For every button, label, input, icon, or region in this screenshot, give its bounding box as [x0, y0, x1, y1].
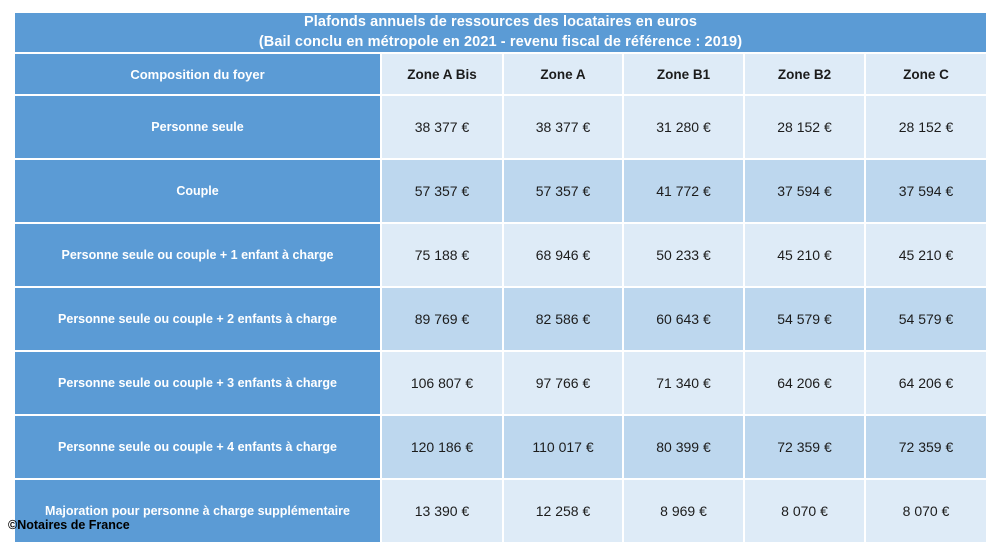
table-cell: 110 017 €	[503, 415, 623, 479]
header-zone-c: Zone C	[865, 53, 987, 95]
row-label: Personne seule ou couple + 3 enfants à charge	[14, 351, 381, 415]
table-row	[14, 223, 987, 287]
table-title-line1: Plafonds annuels de ressources des locataires en euros	[304, 14, 698, 30]
table-cell: 38 377 €	[381, 95, 503, 159]
table-cell: 64 206 €	[744, 351, 865, 415]
table-cell: 57 357 €	[503, 159, 623, 223]
header-zone-a: Zone A	[503, 53, 623, 95]
table-cell: 72 359 €	[744, 415, 865, 479]
table-cell: 106 807 €	[381, 351, 503, 415]
table-cell: 82 586 €	[503, 287, 623, 351]
table-cell: 28 152 €	[865, 95, 987, 159]
table-cell: 38 377 €	[503, 95, 623, 159]
table-cell: 50 233 €	[623, 223, 744, 287]
table-container	[13, 11, 986, 544]
table-cell: 13 390 €	[381, 479, 503, 543]
table-cell: 71 340 €	[623, 351, 744, 415]
table-cell: 45 210 €	[744, 223, 865, 287]
table-title-line2: (Bail conclu en métropole en 2021 - revenu fiscal de référence : 2019)	[258, 33, 743, 50]
table-cell: 12 258 €	[503, 479, 623, 543]
credit-text: ©Notaires de France	[8, 518, 130, 532]
plafonds-table	[13, 11, 988, 544]
header-zone-b1: Zone B1	[623, 53, 744, 95]
table-cell: 60 643 €	[623, 287, 744, 351]
table-cell: 45 210 €	[865, 223, 987, 287]
table-cell: 57 357 €	[381, 159, 503, 223]
table-cell: 89 769 €	[381, 287, 503, 351]
table-row	[14, 159, 987, 223]
row-label: Personne seule ou couple + 2 enfants à charge	[14, 287, 381, 351]
table-header-row	[14, 53, 987, 95]
table-cell: 54 579 €	[744, 287, 865, 351]
row-label: Personne seule ou couple + 4 enfants à charge	[14, 415, 381, 479]
table-cell: 8 969 €	[623, 479, 744, 543]
row-label: Couple	[14, 159, 381, 223]
header-composition: Composition du foyer	[14, 53, 381, 95]
table-cell: 54 579 €	[865, 287, 987, 351]
table-cell: 120 186 €	[381, 415, 503, 479]
table-cell: 75 188 €	[381, 223, 503, 287]
table-cell: 37 594 €	[865, 159, 987, 223]
table-title-row	[14, 12, 987, 53]
table-title	[14, 12, 987, 53]
table-cell: 41 772 €	[623, 159, 744, 223]
table-cell: 31 280 €	[623, 95, 744, 159]
table-cell: 8 070 €	[744, 479, 865, 543]
table-cell: 64 206 €	[865, 351, 987, 415]
table-cell: 97 766 €	[503, 351, 623, 415]
table-cell: 72 359 €	[865, 415, 987, 479]
table-cell: 8 070 €	[865, 479, 987, 543]
table-cell: 37 594 €	[744, 159, 865, 223]
row-label: Personne seule ou couple + 1 enfant à charge	[14, 223, 381, 287]
table-row	[14, 479, 987, 543]
table-row	[14, 95, 987, 159]
table-row	[14, 415, 987, 479]
table-cell: 28 152 €	[744, 95, 865, 159]
header-zone-a-bis: Zone A Bis	[381, 53, 503, 95]
table-cell: 68 946 €	[503, 223, 623, 287]
row-label: Majoration pour personne à charge supplémentaire	[14, 479, 381, 543]
header-zone-b2: Zone B2	[744, 53, 865, 95]
table-row	[14, 351, 987, 415]
row-label: Personne seule	[14, 95, 381, 159]
table-row	[14, 287, 987, 351]
table-cell: 80 399 €	[623, 415, 744, 479]
